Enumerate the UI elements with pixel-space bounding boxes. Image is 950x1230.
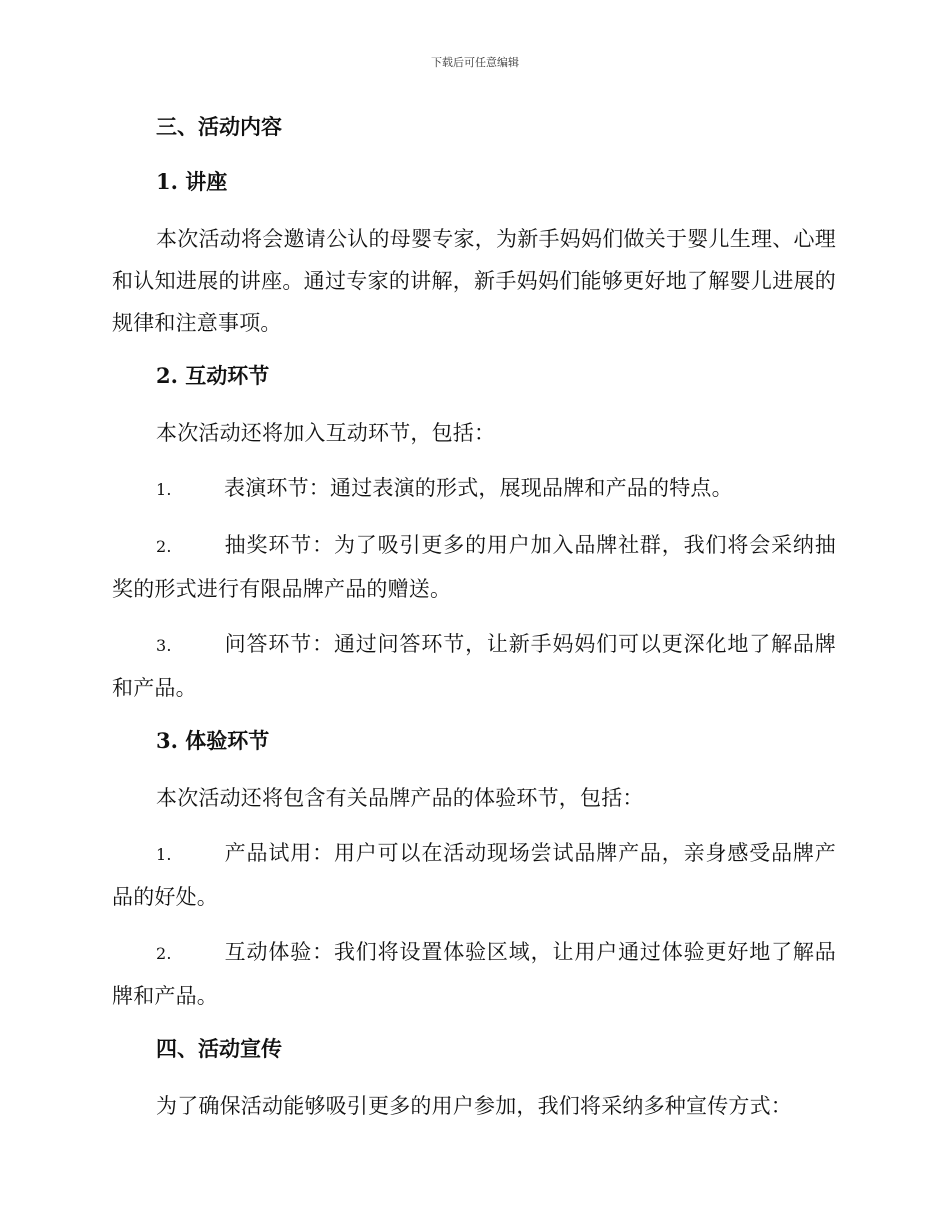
list-item-text: 问答环节：通过问答环节，让新手妈妈们可以更深化地了解品牌和产品。: [112, 632, 836, 700]
list-item-number: 1.: [156, 480, 172, 499]
list-item: [112, 931, 836, 1017]
list-item: [112, 623, 836, 709]
list-item-number: 1.: [156, 845, 172, 864]
list-item-text: 抽奖环节：为了吸引更多的用户加入品牌社群，我们将会采纳抽奖的形式进行有限品牌产品的赠送。: [112, 533, 836, 601]
list-item: [112, 524, 836, 610]
document-body: [112, 108, 836, 1140]
section-3-heading: 三、活动内容: [156, 114, 282, 139]
list-item-number: 2.: [156, 944, 172, 963]
subsection-experience-heading: 3. 体验环节: [156, 728, 270, 753]
lecture-paragraph: 本次活动将会邀请公认的母婴专家，为新手妈妈们做关于婴儿生理、心理和认知进展的讲座。通过专家的讲解，新手妈妈们能够更好地了解婴儿进展的规律和注意事项。: [112, 227, 836, 335]
list-item-text: 互动体验：我们将设置体验区域，让用户通过体验更好地了解品牌和产品。: [112, 940, 836, 1008]
list-item-text: 表演环节：通过表演的形式，展现品牌和产品的特点。: [224, 476, 733, 500]
experience-intro: 本次活动还将包含有关品牌产品的体验环节，包括：: [156, 786, 644, 810]
list-item: [112, 467, 836, 511]
list-item-text: 产品试用：用户可以在活动现场尝试品牌产品，亲身感受品牌产品的好处。: [112, 841, 836, 909]
list-item-number: 2.: [156, 537, 172, 556]
subsection-lecture-heading: 1. 讲座: [156, 169, 228, 194]
section-4-heading: 四、活动宣传: [156, 1036, 282, 1061]
subsection-interaction-heading: 2. 互动环节: [156, 363, 270, 388]
interaction-intro: 本次活动还将加入互动环节，包括：: [156, 421, 496, 445]
promotion-paragraph: 为了确保活动能够吸引更多的用户参加，我们将采纳多种宣传方式：: [156, 1094, 792, 1118]
page-header: 下载后可任意编辑: [431, 56, 519, 69]
list-item: [112, 832, 836, 918]
list-item-number: 3.: [156, 636, 172, 655]
